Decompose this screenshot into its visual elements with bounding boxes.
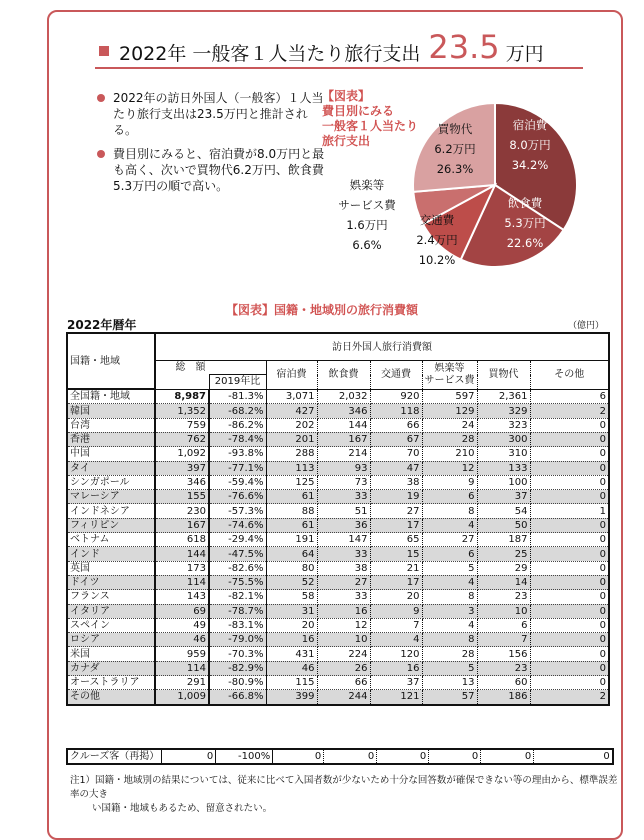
row-cell: 33	[317, 590, 370, 604]
row-cell: 0	[530, 518, 609, 532]
row-cell: 202	[266, 418, 317, 432]
row-cell: 9	[422, 475, 477, 489]
row-cell: 31	[266, 604, 317, 618]
row-cell: 0	[530, 418, 609, 432]
table-row	[67, 676, 609, 690]
row-cell: 191	[266, 533, 317, 547]
row-region: オーストラリア	[67, 676, 155, 690]
row-cell: 57	[422, 690, 477, 705]
row-cell: 0	[530, 676, 609, 690]
pie-label-line: サービス費	[338, 198, 396, 212]
row-cell: 50	[477, 518, 530, 532]
row-cell: 0	[530, 432, 609, 446]
row-cell: 93	[317, 461, 370, 475]
pie-label-line: 6.2万円	[434, 142, 476, 156]
row-cell: 920	[370, 389, 422, 404]
row-cell: 133	[477, 461, 530, 475]
row-cell: 144	[155, 547, 209, 561]
row-cell: 66	[317, 676, 370, 690]
row-cell: -59.4%	[209, 475, 266, 489]
row-cell: 597	[422, 389, 477, 404]
row-cell: 224	[317, 647, 370, 661]
header-col-entertainment	[422, 361, 477, 390]
row-cell: 61	[266, 490, 317, 504]
row-region: 中国	[67, 447, 155, 461]
cruise-cell: 0	[377, 749, 429, 764]
row-cell: 397	[155, 461, 209, 475]
row-cell: 17	[370, 518, 422, 532]
row-cell: 23	[477, 590, 530, 604]
summary-bullets	[97, 90, 327, 202]
row-cell: 38	[317, 561, 370, 575]
pie-label-line: 10.2%	[418, 253, 456, 267]
row-cell: 0	[530, 604, 609, 618]
bullet-dot-icon	[97, 94, 105, 102]
row-cell: 244	[317, 690, 370, 705]
row-cell: 323	[477, 418, 530, 432]
pie-label-line: 1.6万円	[346, 218, 388, 232]
row-cell: 121	[370, 690, 422, 705]
table-row	[67, 432, 609, 446]
pie-label-line: 22.6%	[506, 236, 544, 250]
cruise-cell: 0	[534, 749, 613, 764]
spending-table	[66, 332, 610, 706]
row-cell: 27	[370, 504, 422, 518]
row-cell: 2,032	[317, 389, 370, 404]
row-cell: 0	[530, 661, 609, 675]
row-region: インド	[67, 547, 155, 561]
pie-label-line: 交通費	[419, 213, 455, 227]
row-cell: 7	[370, 618, 422, 632]
row-cell: 88	[266, 504, 317, 518]
row-cell: 230	[155, 504, 209, 518]
row-cell: 80	[266, 561, 317, 575]
row-cell: -79.0%	[209, 633, 266, 647]
row-cell: 9	[370, 604, 422, 618]
cruise-cell: 0	[273, 749, 324, 764]
row-cell: 167	[155, 518, 209, 532]
row-cell: 16	[370, 661, 422, 675]
row-region: インドネシア	[67, 504, 155, 518]
row-cell: 1	[530, 504, 609, 518]
chart-caption	[322, 89, 418, 149]
row-region: 台湾	[67, 418, 155, 432]
row-cell: 2,361	[477, 389, 530, 404]
row-cell: 49	[155, 618, 209, 632]
pie-slice-label	[425, 119, 485, 179]
bullet-text: 費目別にみると、宿泊費が8.0万円と最も高く、次いで買物代6.2万円、飲食費5.3万円の順で高い。	[113, 147, 325, 193]
row-cell: 7	[477, 633, 530, 647]
row-cell: 28	[422, 432, 477, 446]
row-cell: 66	[370, 418, 422, 432]
row-cell: -93.8%	[209, 447, 266, 461]
row-cell: 120	[370, 647, 422, 661]
chart-caption-line: 旅行支出	[322, 134, 371, 148]
row-cell: 300	[477, 432, 530, 446]
table-year: 2022年暦年	[67, 318, 137, 332]
pie-label-line: 34.2%	[511, 158, 549, 172]
cruise-table	[66, 748, 614, 765]
row-cell: 329	[477, 404, 530, 418]
row-cell: -66.8%	[209, 690, 266, 705]
row-cell: 4	[422, 618, 477, 632]
row-cell: 20	[370, 590, 422, 604]
header-col-other: その他	[530, 361, 609, 390]
table-row	[67, 590, 609, 604]
header-col-lodging: 宿泊費	[266, 361, 317, 390]
table-row	[67, 518, 609, 532]
row-cell: 16	[266, 633, 317, 647]
table-row	[67, 490, 609, 504]
table-row	[67, 389, 609, 404]
row-region: ベトナム	[67, 533, 155, 547]
row-cell: -57.3%	[209, 504, 266, 518]
pie-label-line: 飲食費	[507, 196, 543, 210]
header-col-entertainment-line1: 娯楽等	[434, 362, 465, 374]
row-cell: 21	[370, 561, 422, 575]
chart-caption-line: 【図表】	[322, 89, 371, 103]
row-cell: 0	[530, 575, 609, 589]
row-cell: 431	[266, 647, 317, 661]
row-cell: 15	[370, 547, 422, 561]
table-row	[67, 633, 609, 647]
row-cell: 118	[370, 404, 422, 418]
header-col-food: 飲食費	[317, 361, 370, 390]
row-cell: 618	[155, 533, 209, 547]
header-yoy: 2019年比	[209, 375, 266, 389]
title-value: 23.5	[428, 28, 500, 66]
row-cell: 959	[155, 647, 209, 661]
title-underline	[95, 67, 583, 69]
row-cell: 0	[530, 590, 609, 604]
row-cell: 58	[266, 590, 317, 604]
row-cell: 8	[422, 504, 477, 518]
table-row	[67, 575, 609, 589]
row-cell: 23	[477, 661, 530, 675]
row-cell: 73	[317, 475, 370, 489]
row-cell: 2	[530, 404, 609, 418]
table-row	[67, 647, 609, 661]
row-cell: 0	[530, 533, 609, 547]
row-cell: -29.4%	[209, 533, 266, 547]
row-cell: 4	[370, 633, 422, 647]
row-region: カナダ	[67, 661, 155, 675]
table-row	[67, 461, 609, 475]
row-cell: 427	[266, 404, 317, 418]
row-cell: 346	[155, 475, 209, 489]
row-cell: -70.3%	[209, 647, 266, 661]
cruise-cell: -100%	[216, 749, 273, 764]
row-cell: 60	[477, 676, 530, 690]
row-cell: 10	[477, 604, 530, 618]
row-cell: 0	[530, 561, 609, 575]
row-cell: 27	[422, 533, 477, 547]
row-cell: 0	[530, 547, 609, 561]
row-cell: 210	[422, 447, 477, 461]
cruise-label: クルーズ客（再掲）	[67, 749, 162, 764]
row-cell: 100	[477, 475, 530, 489]
row-region: フィリピン	[67, 518, 155, 532]
row-cell: -81.3%	[209, 389, 266, 404]
row-region: スペイン	[67, 618, 155, 632]
row-cell: 8	[422, 590, 477, 604]
row-cell: 1,092	[155, 447, 209, 461]
row-region: 米国	[67, 647, 155, 661]
row-cell: -78.4%	[209, 432, 266, 446]
pie-label-line: 宿泊費	[512, 118, 548, 132]
row-cell: 762	[155, 432, 209, 446]
row-cell: 24	[422, 418, 477, 432]
row-cell: 13	[422, 676, 477, 690]
pie-label-line: 2.4万円	[416, 233, 458, 247]
row-cell: 3	[422, 604, 477, 618]
row-cell: 16	[317, 604, 370, 618]
row-cell: 310	[477, 447, 530, 461]
row-cell: 147	[317, 533, 370, 547]
cruise-cell: 0	[429, 749, 481, 764]
header-group: 訪日外国人旅行消費額	[155, 333, 609, 361]
row-cell: 12	[317, 618, 370, 632]
row-cell: -68.2%	[209, 404, 266, 418]
row-cell: 1,009	[155, 690, 209, 705]
pie-label-line: 5.3万円	[504, 216, 546, 230]
row-cell: 201	[266, 432, 317, 446]
chart-caption-line: 費目別にみる	[322, 104, 395, 118]
row-cell: 156	[477, 647, 530, 661]
pie-label-line: 26.3%	[436, 162, 474, 176]
header-col-shopping: 買物代	[477, 361, 530, 390]
header-col-entertainment-line2: サービス費	[424, 374, 475, 386]
row-cell: 0	[530, 633, 609, 647]
row-cell: 1,352	[155, 404, 209, 418]
row-cell: 187	[477, 533, 530, 547]
header-region: 国籍・地域	[67, 333, 155, 389]
title-square-icon	[99, 46, 109, 56]
row-cell: 28	[422, 647, 477, 661]
row-region: ドイツ	[67, 575, 155, 589]
page-title	[97, 28, 544, 66]
row-cell: 37	[477, 490, 530, 504]
row-cell: 144	[317, 418, 370, 432]
pie-label-line: 買物代	[437, 122, 473, 136]
header-total: 総 額	[155, 361, 266, 375]
row-cell: -78.7%	[209, 604, 266, 618]
row-cell: -83.1%	[209, 618, 266, 632]
pie-slice-label	[500, 115, 560, 175]
row-cell: 54	[477, 504, 530, 518]
row-cell: 10	[317, 633, 370, 647]
row-cell: 0	[530, 490, 609, 504]
cruise-cell: 0	[324, 749, 377, 764]
row-cell: 52	[266, 575, 317, 589]
row-region: タイ	[67, 461, 155, 475]
row-cell: 115	[266, 676, 317, 690]
row-cell: 51	[317, 504, 370, 518]
table-row	[67, 547, 609, 561]
cruise-row	[67, 749, 613, 764]
row-cell: 37	[370, 676, 422, 690]
row-region: 全国籍・地域	[67, 389, 155, 404]
bullet-item	[97, 90, 327, 138]
table-row	[67, 504, 609, 518]
row-cell: -80.9%	[209, 676, 266, 690]
title-prefix: 2022年 一般客１人当たり旅行支出	[119, 43, 421, 65]
row-cell: 3,071	[266, 389, 317, 404]
row-cell: 29	[477, 561, 530, 575]
row-cell: 25	[477, 547, 530, 561]
header-col-transport: 交通費	[370, 361, 422, 390]
row-cell: 5	[422, 661, 477, 675]
row-cell: 0	[530, 647, 609, 661]
pie-slice-label	[495, 193, 555, 253]
row-cell: 6	[422, 490, 477, 504]
row-region: その他	[67, 690, 155, 705]
row-cell: 64	[266, 547, 317, 561]
row-cell: 67	[370, 432, 422, 446]
row-cell: 6	[530, 389, 609, 404]
row-cell: -75.5%	[209, 575, 266, 589]
pie-label-line: 6.6%	[352, 238, 382, 252]
row-cell: -82.6%	[209, 561, 266, 575]
table-row	[67, 661, 609, 675]
row-cell: -74.6%	[209, 518, 266, 532]
row-cell: 61	[266, 518, 317, 532]
row-cell: 26	[317, 661, 370, 675]
row-cell: 46	[155, 633, 209, 647]
title-unit: 万円	[505, 43, 544, 65]
row-cell: 69	[155, 604, 209, 618]
row-cell: -47.5%	[209, 547, 266, 561]
row-cell: 167	[317, 432, 370, 446]
row-cell: 0	[530, 447, 609, 461]
row-region: シンガポール	[67, 475, 155, 489]
cruise-cell: 0	[481, 749, 534, 764]
table-row	[67, 618, 609, 632]
row-cell: 19	[370, 490, 422, 504]
pie-slice-label	[407, 210, 467, 270]
row-cell: 47	[370, 461, 422, 475]
row-cell: -77.1%	[209, 461, 266, 475]
row-cell: 6	[422, 547, 477, 561]
row-cell: 36	[317, 518, 370, 532]
row-cell: -82.9%	[209, 661, 266, 675]
header-total-blank	[155, 375, 209, 389]
row-cell: 155	[155, 490, 209, 504]
row-cell: 288	[266, 447, 317, 461]
row-region: 韓国	[67, 404, 155, 418]
row-cell: 125	[266, 475, 317, 489]
bullet-dot-icon	[97, 150, 105, 158]
row-cell: 70	[370, 447, 422, 461]
table-row	[67, 404, 609, 418]
row-cell: 17	[370, 575, 422, 589]
row-cell: 8	[422, 633, 477, 647]
row-cell: 4	[422, 575, 477, 589]
footnote	[70, 774, 620, 816]
row-cell: 6	[477, 618, 530, 632]
row-cell: 113	[266, 461, 317, 475]
pie-label-line: 娯楽等	[349, 178, 385, 192]
footnote-line: い国籍・地域もあるため、留意されたい。	[92, 803, 273, 814]
row-cell: 38	[370, 475, 422, 489]
table-row	[67, 604, 609, 618]
table-row	[67, 418, 609, 432]
row-region: 香港	[67, 432, 155, 446]
row-cell: 46	[266, 661, 317, 675]
table-row	[67, 475, 609, 489]
table-row	[67, 690, 609, 705]
row-region: 英国	[67, 561, 155, 575]
row-cell: 0	[530, 618, 609, 632]
bullet-text: 2022年の訪日外国人（一般客）１人当たり旅行支出は23.5万円と推計される。	[113, 91, 324, 137]
row-cell: 186	[477, 690, 530, 705]
table-row	[67, 533, 609, 547]
row-region: フランス	[67, 590, 155, 604]
row-cell: 4	[422, 518, 477, 532]
cruise-cell: 0	[162, 749, 216, 764]
table-unit: （億円）	[568, 321, 605, 331]
row-cell: 214	[317, 447, 370, 461]
row-cell: 173	[155, 561, 209, 575]
table-row	[67, 447, 609, 461]
row-cell: -86.2%	[209, 418, 266, 432]
row-region: ロシア	[67, 633, 155, 647]
table-row	[67, 561, 609, 575]
row-region: イタリア	[67, 604, 155, 618]
row-cell: 129	[422, 404, 477, 418]
row-cell: 114	[155, 575, 209, 589]
row-cell: 12	[422, 461, 477, 475]
row-cell: 399	[266, 690, 317, 705]
row-cell: 14	[477, 575, 530, 589]
row-cell: 346	[317, 404, 370, 418]
row-region: マレーシア	[67, 490, 155, 504]
pie-slice-label	[337, 175, 397, 255]
row-cell: 114	[155, 661, 209, 675]
chart-caption-line: 一般客１人当たり	[322, 119, 419, 133]
table-title: 【図表】国籍・地域別の旅行消費額	[225, 303, 418, 317]
footnote-line: 注1）国籍・地域別の結果については、従来に比べて入国者数が少ないため十分な回答数が確保できない等の理由から、標準誤差率の大き	[70, 775, 618, 800]
row-cell: 33	[317, 547, 370, 561]
row-cell: 65	[370, 533, 422, 547]
row-cell: 0	[530, 461, 609, 475]
row-cell: 5	[422, 561, 477, 575]
pie-label-line: 8.0万円	[509, 138, 551, 152]
bullet-item	[97, 146, 327, 194]
row-cell: -82.1%	[209, 590, 266, 604]
row-cell: 27	[317, 575, 370, 589]
row-cell: 20	[266, 618, 317, 632]
row-cell: -76.6%	[209, 490, 266, 504]
row-cell: 0	[530, 475, 609, 489]
row-cell: 2	[530, 690, 609, 705]
row-cell: 8,987	[155, 389, 209, 404]
row-cell: 33	[317, 490, 370, 504]
row-cell: 759	[155, 418, 209, 432]
row-cell: 143	[155, 590, 209, 604]
row-cell: 291	[155, 676, 209, 690]
